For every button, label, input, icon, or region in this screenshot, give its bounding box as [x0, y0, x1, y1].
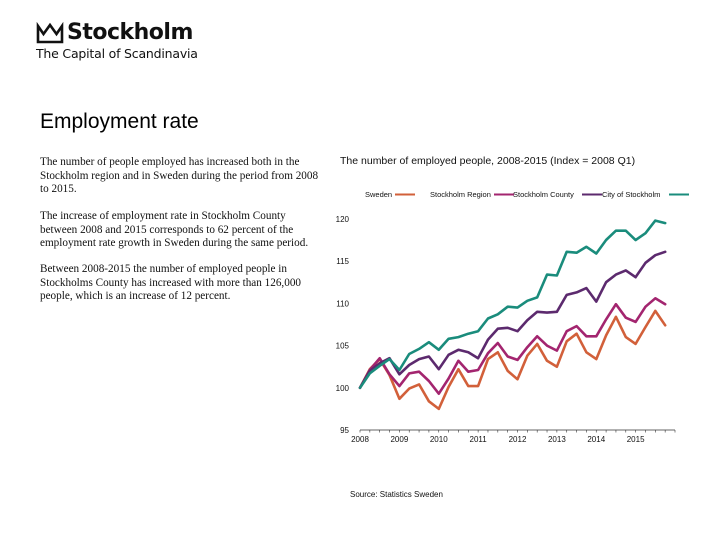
legend-label: Sweden: [365, 190, 393, 199]
page-title: Employment rate: [40, 110, 199, 133]
x-tick-label: 2008: [351, 435, 369, 444]
crown-icon: [36, 22, 64, 44]
chart-source: Source: Statistics Sweden: [350, 490, 443, 499]
logo-tagline: The Capital of Scandinavia: [36, 46, 198, 61]
legend-label: Stockholm County: [513, 190, 574, 199]
y-tick-label: 120: [335, 214, 349, 224]
employment-line-chart: [330, 185, 720, 455]
y-tick-label: 95: [340, 426, 349, 435]
x-tick-label: 2013: [547, 435, 566, 444]
logo-name: Stockholm: [67, 20, 193, 45]
y-tick-label: 105: [335, 341, 349, 351]
y-tick-label: 110: [336, 299, 349, 309]
body-paragraph-2: The increase of employment rate in Stockholm County between 2008 and 2015 corresponds to 62 percent of the employment rate growth in Sweden during the same period.: [40, 210, 309, 249]
x-tick-label: 2010: [429, 435, 448, 444]
y-tick-label: 115: [336, 257, 349, 267]
logo: [36, 20, 198, 61]
y-tick-label: 100: [335, 383, 349, 393]
body-paragraph-3: Between 2008-2015 the number of employed people in Stockholms County has increased with more than 126,000 people, which is an increase of 12 percent.: [40, 263, 302, 302]
series-line: [360, 252, 665, 388]
body-paragraph-1: The number of people employed has increased both in the Stockholm region and in Sweden during the period from 2008 to 2015.: [40, 156, 319, 195]
x-tick-label: 2014: [587, 435, 606, 444]
legend-label: City of Stockholm: [602, 190, 661, 199]
x-tick-label: 2012: [508, 435, 527, 444]
series-line: [360, 221, 665, 388]
x-tick-label: 2009: [390, 435, 409, 444]
x-tick-label: 2015: [626, 435, 645, 444]
legend-label: Stockholm Region: [430, 190, 491, 199]
x-tick-label: 2011: [469, 435, 487, 444]
chart-title: The number of employed people, 2008-2015 (Index = 2008 Q1): [340, 155, 636, 167]
series-line: [360, 298, 665, 393]
